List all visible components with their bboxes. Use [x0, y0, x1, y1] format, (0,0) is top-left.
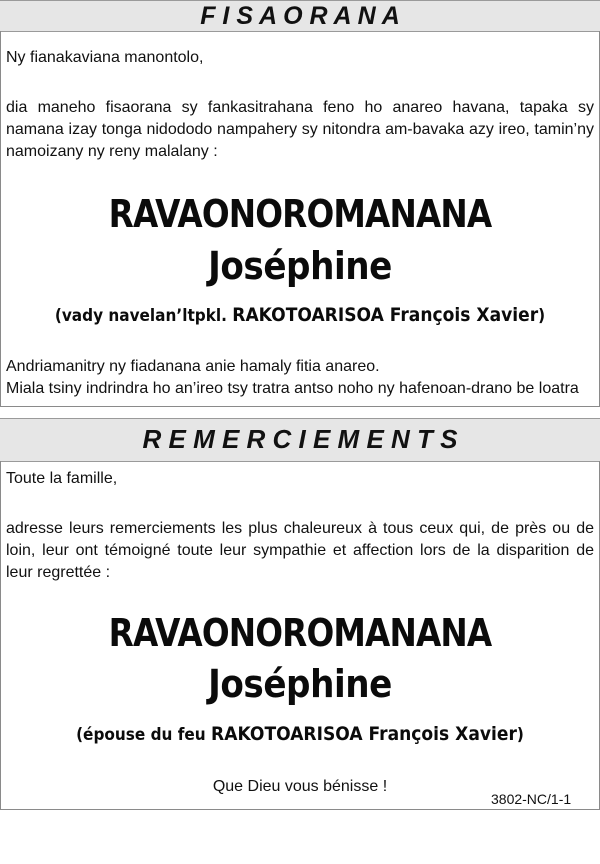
notice-reference: 3802-NC/1-1	[491, 791, 572, 807]
spouse-prefix-2: (épouse du feu	[76, 725, 206, 745]
fisaorana-body: dia maneho fisaorana sy fankasitrahana feno ho anareo havana, tapaka sy namana izay tonga nidododo nampahery sy nitondra am-bavaka azy ireo, tamin’ny namoizany ny reny malalany :	[6, 99, 594, 160]
spouse-suffix-2: )	[516, 725, 524, 745]
spouse-line-2	[30, 721, 570, 748]
remerciements-greeting: Toute la famille,	[6, 470, 118, 487]
fisaorana-title: F I S A O R A N A	[200, 2, 400, 30]
spouse-line	[30, 302, 570, 329]
fisaorana-greeting: Ny fianakaviana manontolo,	[6, 49, 204, 66]
deceased-firstname-2: Joséphine	[208, 662, 392, 706]
blessing-text: Que Dieu vous bénisse !	[212, 778, 388, 795]
remerciements-title: R E M E R C I E M E N T S	[142, 424, 458, 454]
deceased-surname: RAVAONOROMANANA	[108, 192, 492, 236]
deceased-firstname: Joséphine	[208, 244, 392, 288]
remerciements-header-band	[0, 418, 600, 462]
spouse-name-2: RAKOTOARISOA François Xavier	[211, 723, 517, 745]
spouse-name: RAKOTOARISOA François Xavier	[232, 304, 539, 326]
spouse-suffix: )	[538, 306, 546, 326]
deceased-surname-2: RAVAONOROMANANA	[108, 611, 492, 655]
remerciements-body: adresse leurs remerciements les plus chaleureux à tous ceux qui, de près ou de loin, leur ont témoigné toute leur sympathie et affection lors de la disparition de leur regrettée :	[6, 520, 594, 581]
fisaorana-header-band	[0, 0, 600, 32]
spouse-prefix: (vady navelan’ltpkl.	[54, 306, 227, 326]
fisaorana-closing-line-2: Miala tsiny indrindra ho an’ireo tsy tratra antso noho ny hafenoan-drano be loatra	[6, 380, 579, 397]
fisaorana-closing-line-1: Andriamanitry ny fiadanana anie hamaly fitia anareo.	[6, 358, 380, 375]
